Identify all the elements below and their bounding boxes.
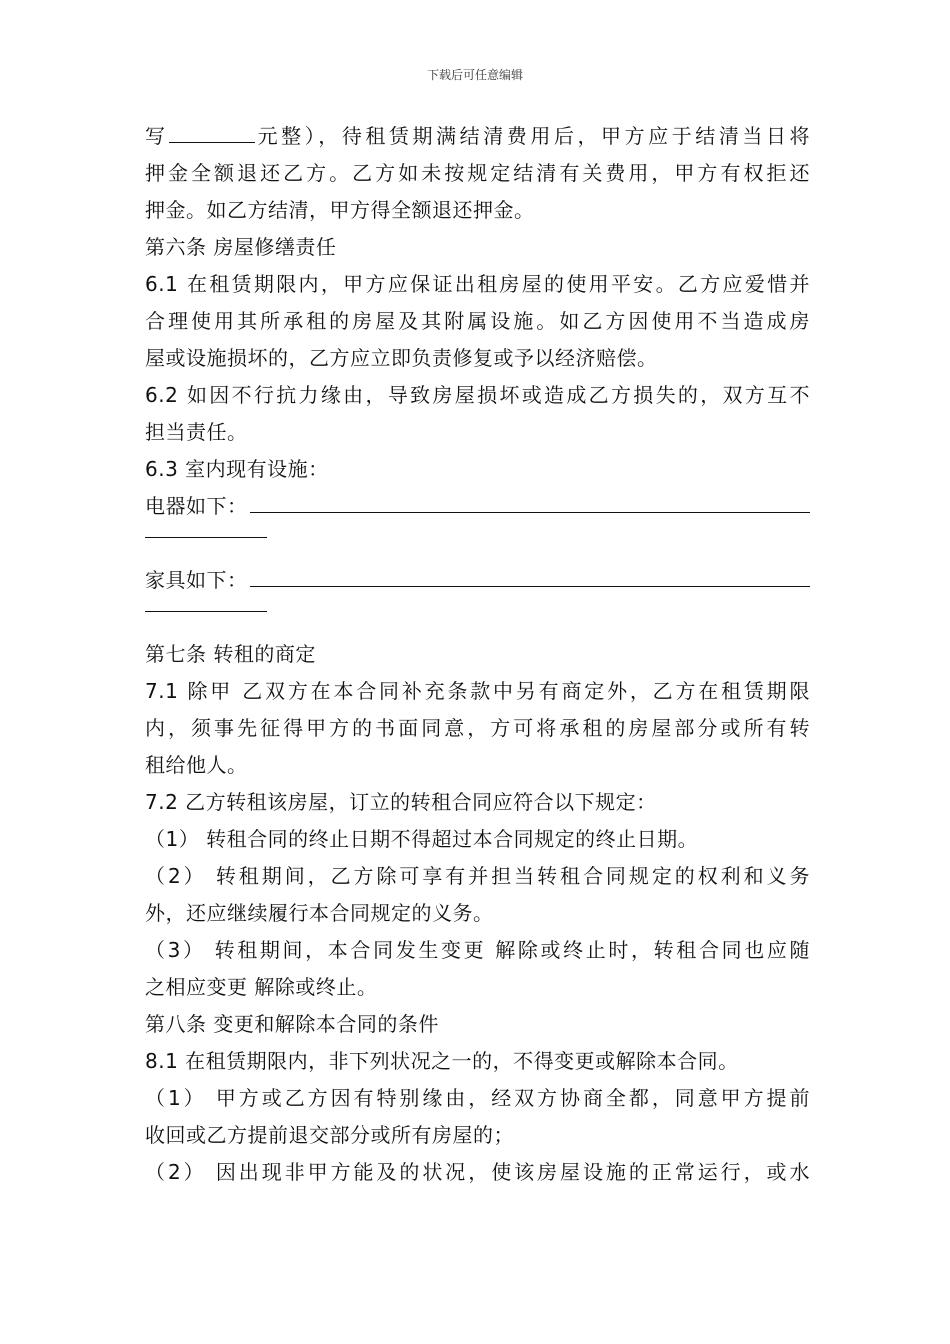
section-heading-6: 第六条 房屋修缮责任 xyxy=(145,235,337,259)
paragraph-line-3: 押金。如乙方结清，甲方得全额退还押金。 xyxy=(145,198,535,222)
furniture-blank xyxy=(250,562,811,587)
paragraph-line-9: 担当责任。 xyxy=(145,420,248,444)
paragraph-line-5: 6.1 在租赁期限内，甲方应保证出租房屋的使用平安。乙方应爱惜并 xyxy=(145,272,810,296)
appliances-blank-continuation xyxy=(145,537,267,538)
furniture-blank-continuation xyxy=(145,611,267,612)
paragraph-line-29: （2） 因出现非甲方能及的状况，使该房屋设施的正常运行，或水 xyxy=(145,1160,810,1184)
paragraph-line-20: （1） 转租合同的终止日期不得超过本合同规定的终止日期。 xyxy=(145,827,699,851)
paragraph-line-22: 外，还应继续履行本合同规定的义务。 xyxy=(145,901,494,925)
appliances-row xyxy=(145,488,810,525)
furniture-continuation xyxy=(145,599,810,636)
fill-blank xyxy=(169,120,255,143)
paragraph-line-28: 收回或乙方提前退交部分或所有房屋的； xyxy=(145,1123,514,1147)
paragraph-line-24: 之相应变更 解除或终止。 xyxy=(145,975,378,999)
paragraph-line-7: 屋或设施损坏的，乙方应立即负责修复或予以经济赔偿。 xyxy=(145,346,658,370)
paragraph-line-10: 6.3 室内现有设施： xyxy=(145,457,329,481)
paragraph-line-26: 8.1 在租赁期限内，非下列状况之一的，不得变更或解除本合同。 xyxy=(145,1049,739,1073)
paragraph-line-2: 押金全额退还乙方。乙方如未按规定结清有关费用，甲方有权拒还 xyxy=(145,161,810,185)
appliances-label: 电器如下： xyxy=(145,494,248,518)
paragraph-line-8: 6.2 如因不行抗力缘由，导致房屋损坏或造成乙方损失的，双方互不 xyxy=(145,383,810,407)
paragraph-line-18: 租给他人。 xyxy=(145,753,248,777)
furniture-label: 家具如下： xyxy=(145,568,248,592)
paragraph-line-6: 合理使用其所承租的房屋及其附属设施。如乙方因使用不当造成房 xyxy=(145,309,810,333)
page-header: 下载后可任意编辑 xyxy=(426,68,523,82)
paragraph-line-21: （2） 转租期间，乙方除可享有并担当转租合同规定的权利和义务 xyxy=(145,864,810,888)
paragraph-line-17: 内，须事先征得甲方的书面同意，方可将承租的房屋部分或所有转 xyxy=(145,716,810,740)
line-text: 元整），待租赁期满结清费用后，甲方应于结清当日将 xyxy=(254,124,811,148)
paragraph-line-23: （3） 转租期间，本合同发生变更 解除或终止时，转租合同也应随 xyxy=(145,938,810,962)
line-text: 写 xyxy=(145,124,169,148)
appliances-blank xyxy=(250,488,811,513)
furniture-row xyxy=(145,562,810,599)
section-heading-8: 第八条 变更和解除本合同的条件 xyxy=(145,1012,439,1036)
section-heading-7: 第七条 转租的商定 xyxy=(145,642,316,666)
paragraph-line-19: 7.2 乙方转租该房屋，订立的转租合同应符合以下规定： xyxy=(145,790,657,814)
paragraph-line-16: 7.1 除甲 乙双方在本合同补充条款中另有商定外，乙方在租赁期限 xyxy=(145,679,810,703)
document-body xyxy=(145,118,810,1191)
appliances-continuation xyxy=(145,525,810,562)
paragraph-line-27: （1） 甲方或乙方因有特别缘由，经双方协商全都，同意甲方提前 xyxy=(145,1086,810,1110)
paragraph-line-1 xyxy=(145,118,810,155)
